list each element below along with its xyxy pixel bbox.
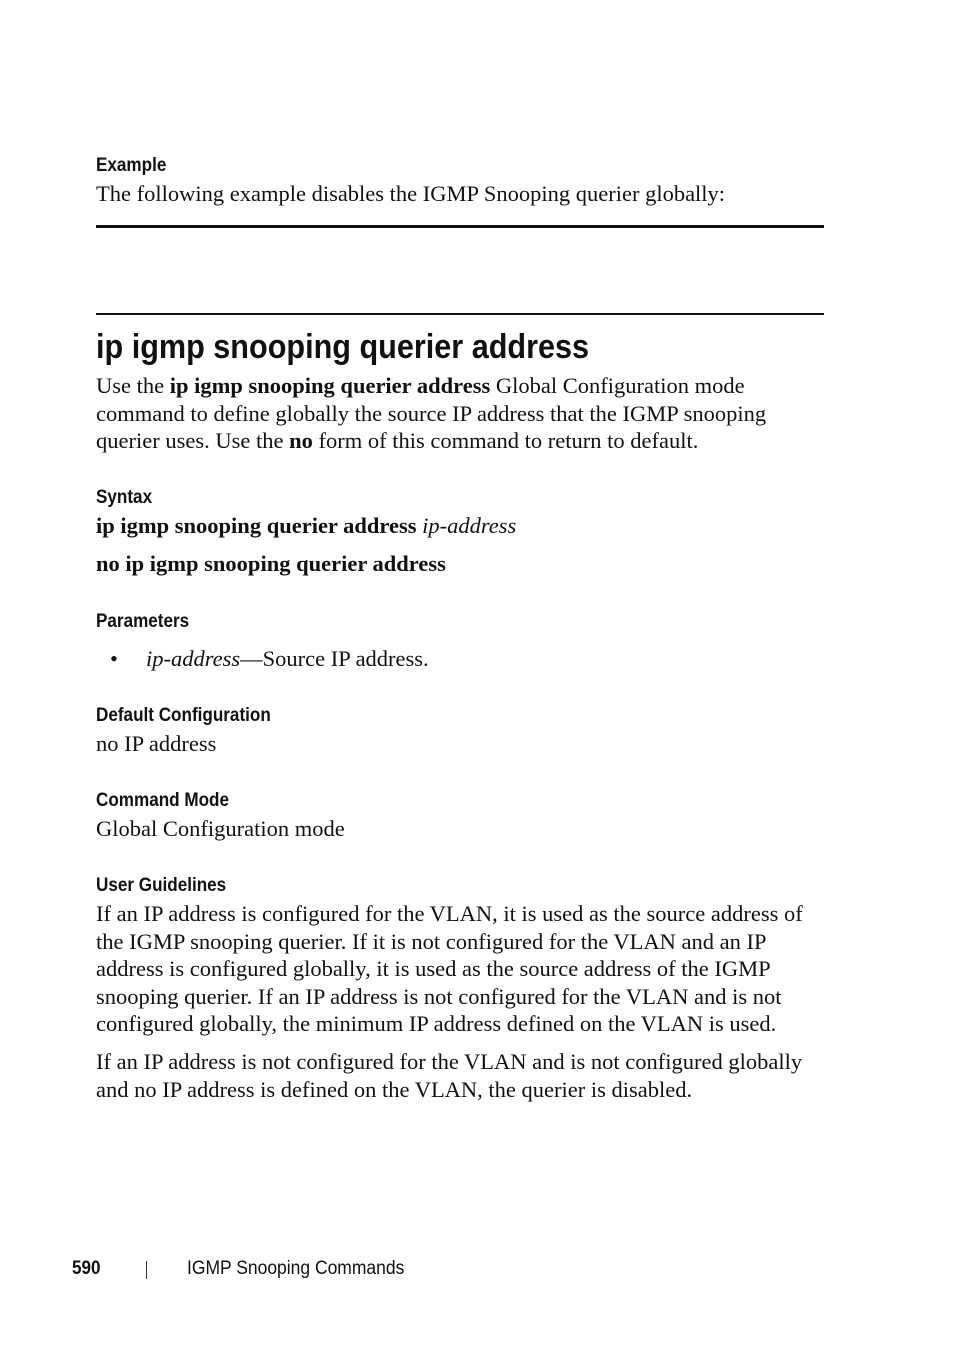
user-guidelines-paragraph-1: If an IP address is configured for the VLAN, it is used as the source address of the IGMP snooping querier. If it is not configured for the VLAN and an IP address is configured globally, it is used as the source address of the IGMP snooping querier. If an IP address is not configured for the VLAN and is not configured globally, the minimum IP address defined on the VLAN is used.: [96, 901, 803, 1036]
default-configuration-heading: Default Configuration: [96, 705, 271, 726]
user-guidelines-paragraph-2: If an IP address is not configured for the VLAN and is not configured globally and no IP address is defined on the VLAN, the querier is disabled.: [96, 1049, 803, 1102]
default-configuration-text: no IP address: [96, 731, 217, 756]
parameters-heading: Parameters: [96, 611, 190, 632]
user-guidelines-heading: User Guidelines: [96, 875, 227, 896]
no-keyword-inline: no: [289, 428, 313, 453]
command-intro: Use the ip igmp snooping querier address Global Configuration mode command to define globally the source IP address that the IGMP snooping querier uses. Use the no form of this command to return to default.: [96, 373, 767, 453]
syntax-line-2: no ip igmp snooping querier address: [96, 551, 446, 576]
example-text: The following example disables the IGMP Snooping querier globally:: [96, 181, 726, 206]
command-name-inline: ip igmp snooping querier address: [169, 373, 491, 398]
bullet-icon: •: [110, 646, 118, 671]
example-heading: Example: [96, 155, 167, 176]
syntax-heading: Syntax: [96, 487, 153, 508]
command-mode-heading: Command Mode: [96, 790, 230, 811]
command-title: ip igmp snooping querier address: [96, 328, 590, 366]
syntax-line-1: ip igmp snooping querier address ip-address: [96, 513, 517, 538]
command-mode-text: Global Configuration mode: [96, 816, 345, 841]
parameter-name: ip-address: [146, 646, 241, 671]
example-code-bottom-rule: [96, 225, 824, 228]
syntax-argument: ip-address: [422, 513, 517, 538]
footer-separator: [146, 1261, 147, 1279]
page-number: 590: [72, 1258, 101, 1279]
parameter-description: —Source IP address.: [240, 646, 429, 671]
section-top-rule: [96, 313, 824, 315]
chapter-title: IGMP Snooping Commands: [187, 1258, 405, 1279]
